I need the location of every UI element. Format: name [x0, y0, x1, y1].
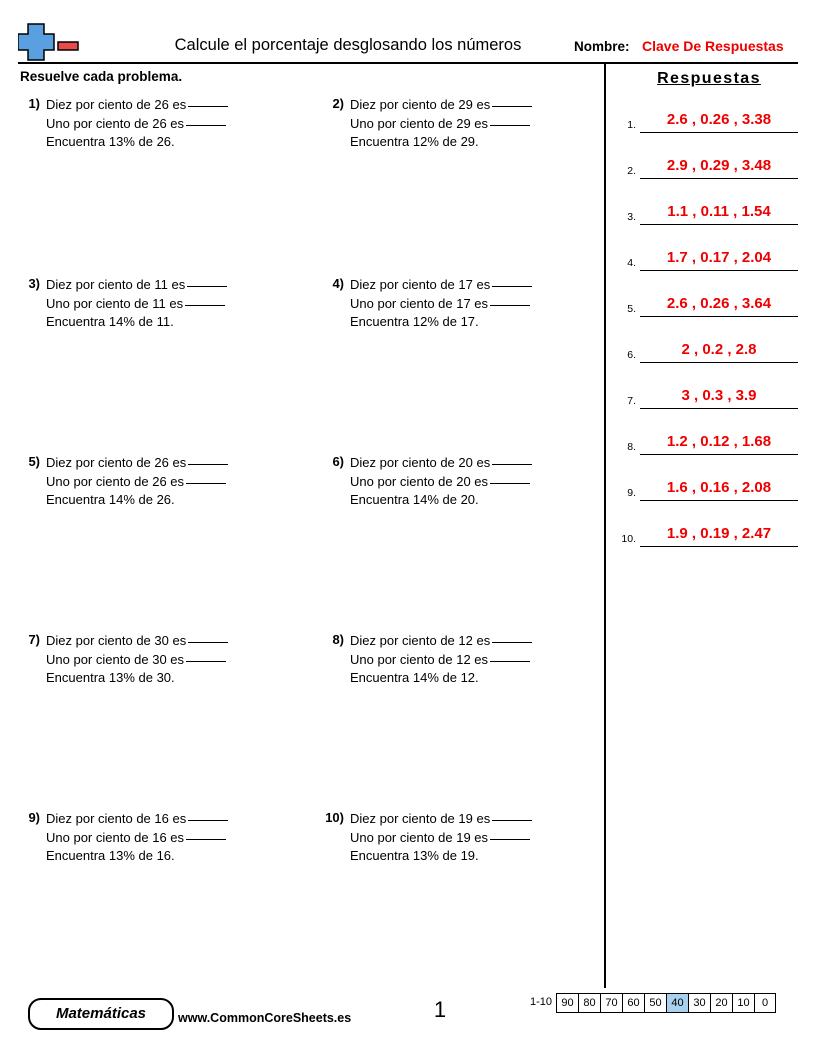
scale-cell: 0: [754, 993, 776, 1013]
problem-line-3: Encuentra 14% de 26.: [46, 492, 175, 507]
problem-text: [350, 276, 532, 332]
answer-number: 1.: [627, 119, 636, 131]
answer-number: 7.: [627, 395, 636, 407]
answer-number: 3.: [627, 211, 636, 223]
brand-badge: [28, 998, 174, 1030]
problem-line-3: Encuentra 13% de 30.: [46, 670, 175, 685]
answer-value: 2.6 , 0.26 , 3.64: [640, 292, 798, 317]
scale-cell: 70: [600, 993, 622, 1013]
problem-line-2: Uno por ciento de 26 es: [46, 473, 185, 489]
answer-number: 8.: [627, 441, 636, 453]
answer-number: 10.: [621, 533, 636, 545]
answers-title: Respuestas: [657, 70, 761, 87]
problem-line-1: Diez por ciento de 20 es: [350, 455, 491, 470]
answer-value: 1.1 , 0.11 , 1.54: [640, 200, 798, 225]
scale-cell: 90: [556, 993, 578, 1013]
scale-cell: 50: [644, 993, 666, 1013]
answer-key-label: Clave De Respuestas: [642, 38, 784, 54]
problem-line-3: Encuentra 13% de 26.: [46, 134, 175, 149]
answer-blank[interactable]: [492, 106, 532, 107]
problem-text: [350, 632, 532, 688]
problem-number: 7): [28, 632, 40, 647]
answer-blank[interactable]: [188, 464, 228, 465]
scale-cell: 20: [710, 993, 732, 1013]
problem-text: [46, 276, 227, 332]
answer-value: 3 , 0.3 , 3.9: [640, 384, 798, 409]
page-number: 1: [433, 997, 447, 1022]
answer-blank[interactable]: [492, 286, 532, 287]
problem-line-1: Diez por ciento de 26 es: [46, 97, 187, 112]
problem-line-3: Encuentra 13% de 19.: [350, 848, 479, 863]
problem-text: [46, 96, 228, 152]
website-url: www.CommonCoreSheets.es: [178, 1011, 352, 1025]
answer-number: 2.: [627, 165, 636, 177]
answer-blank[interactable]: [492, 642, 532, 643]
problem-text: [350, 454, 532, 510]
answer-row: [614, 246, 804, 276]
problem-line-1: Diez por ciento de 16 es: [46, 811, 187, 826]
problem-line-2: Uno por ciento de 11 es: [46, 295, 184, 311]
answer-blank[interactable]: [186, 661, 226, 662]
problem-number: 10): [325, 810, 344, 825]
problem-number: 4): [332, 276, 344, 291]
problem-line-1: Diez por ciento de 19 es: [350, 811, 491, 826]
scale-cell: 60: [622, 993, 644, 1013]
answer-blank[interactable]: [186, 839, 226, 840]
problem-line-3: Encuentra 12% de 17.: [350, 314, 479, 329]
answer-row: [614, 292, 804, 322]
answer-blank[interactable]: [490, 839, 530, 840]
problem-line-2: Uno por ciento de 26 es: [46, 115, 185, 131]
answer-blank[interactable]: [186, 125, 226, 126]
answer-row: [614, 430, 804, 460]
problem-line-1: Diez por ciento de 30 es: [46, 633, 187, 648]
header-divider: [18, 62, 798, 64]
scale-cell: 30: [688, 993, 710, 1013]
answer-number: 4.: [627, 257, 636, 269]
answer-blank[interactable]: [490, 125, 530, 126]
answer-number: 5.: [627, 303, 636, 315]
problem-line-2: Uno por ciento de 19 es: [350, 829, 489, 845]
name-label: Nombre:: [574, 39, 630, 54]
problem-number: 8): [332, 632, 344, 647]
problem-line-3: Encuentra 14% de 20.: [350, 492, 479, 507]
answer-blank[interactable]: [492, 464, 532, 465]
answer-row: [614, 108, 804, 138]
answer-blank[interactable]: [188, 820, 228, 821]
problem-line-3: Encuentra 13% de 16.: [46, 848, 175, 863]
problem-line-1: Diez por ciento de 29 es: [350, 97, 491, 112]
header: [18, 22, 798, 60]
problem-text: [350, 810, 532, 866]
answer-row: [614, 476, 804, 506]
problem-line-1: Diez por ciento de 12 es: [350, 633, 491, 648]
score-scale: [530, 993, 776, 1013]
answer-blank[interactable]: [188, 642, 228, 643]
problem-line-2: Uno por ciento de 29 es: [350, 115, 489, 131]
problem-number: 2): [332, 96, 344, 111]
scale-cell-highlighted: 40: [666, 993, 688, 1013]
scale-cell: 10: [732, 993, 754, 1013]
answer-number: 6.: [627, 349, 636, 361]
scale-cell: 80: [578, 993, 600, 1013]
problem-number: 3): [28, 276, 40, 291]
answer-value: 1.7 , 0.17 , 2.04: [640, 246, 798, 271]
problems-area: [14, 96, 594, 886]
answer-value: 1.6 , 0.16 , 2.08: [640, 476, 798, 501]
problem-line-2: Uno por ciento de 12 es: [350, 651, 489, 667]
problem-line-1: Diez por ciento de 26 es: [46, 455, 187, 470]
answer-row: [614, 338, 804, 368]
answer-blank[interactable]: [490, 483, 530, 484]
problem-line-2: Uno por ciento de 17 es: [350, 295, 489, 311]
answer-blank[interactable]: [186, 483, 226, 484]
problem-text: [46, 810, 228, 866]
answer-blank[interactable]: [188, 106, 228, 107]
answer-row: [614, 200, 804, 230]
problem-number: 9): [28, 810, 40, 825]
answer-blank[interactable]: [187, 286, 227, 287]
problem-line-1: Diez por ciento de 17 es: [350, 277, 491, 292]
answer-row: [614, 154, 804, 184]
problem-line-2: Uno por ciento de 16 es: [46, 829, 185, 845]
answer-number: 9.: [627, 487, 636, 499]
answer-row: [614, 522, 804, 552]
answer-value: 1.9 , 0.19 , 2.47: [640, 522, 798, 547]
problem-line-2: Uno por ciento de 30 es: [46, 651, 185, 667]
answer-row: [614, 384, 804, 414]
answer-blank[interactable]: [490, 661, 530, 662]
scale-range-label: 1-10: [530, 996, 553, 1008]
brand-label: Matemáticas: [55, 1005, 147, 1022]
problem-line-3: Encuentra 14% de 11.: [46, 314, 174, 329]
answer-blank[interactable]: [185, 305, 225, 306]
answer-value: 2.9 , 0.29 , 3.48: [640, 154, 798, 179]
problem-number: 1): [28, 96, 40, 111]
answer-value: 2 , 0.2 , 2.8: [640, 338, 798, 363]
instruction-text: Resuelve cada problema.: [20, 69, 183, 84]
problem-text: [46, 454, 228, 510]
problem-number: 6): [332, 454, 344, 469]
page-title: Calcule el porcentaje desglosando los números: [174, 36, 522, 54]
answer-value: 1.2 , 0.12 , 1.68: [640, 430, 798, 455]
answer-blank[interactable]: [492, 820, 532, 821]
vertical-divider: [604, 62, 606, 988]
problem-line-2: Uno por ciento de 20 es: [350, 473, 489, 489]
problem-text: [350, 96, 532, 152]
problem-line-1: Diez por ciento de 11 es: [46, 277, 186, 292]
problem-line-3: Encuentra 12% de 29.: [350, 134, 479, 149]
problem-line-3: Encuentra 14% de 12.: [350, 670, 479, 685]
problem-number: 5): [28, 454, 40, 469]
answer-value: 2.6 , 0.26 , 3.38: [640, 108, 798, 133]
problem-text: [46, 632, 228, 688]
answer-blank[interactable]: [490, 305, 530, 306]
math-cross-logo-icon: [18, 22, 92, 62]
